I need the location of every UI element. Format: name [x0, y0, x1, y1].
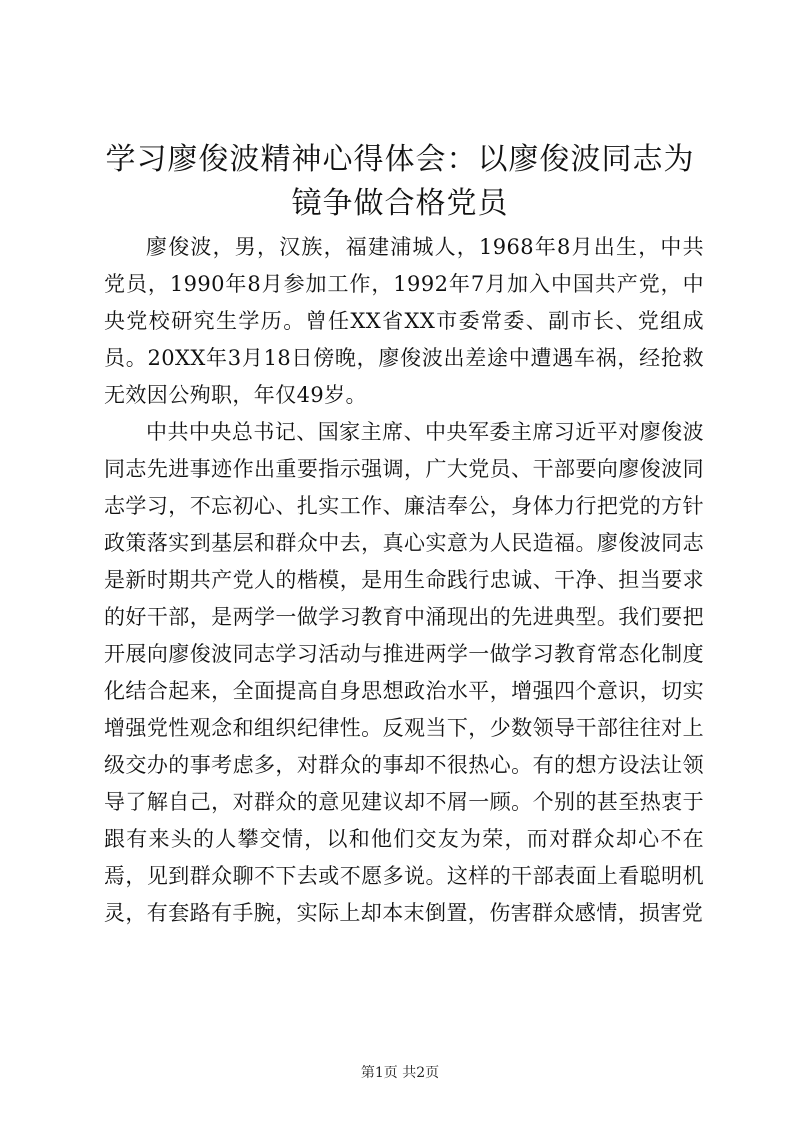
document-body — [104, 229, 704, 932]
page-number-footer: 第1页 共2页 — [360, 1065, 440, 1081]
document-title: 学习廖俊波精神心得体会：以廖俊波同志为镜争做合格党员 — [105, 142, 695, 221]
paragraph-biography: 廖俊波，男，汉族，福建浦城人，1968年8月出生，中共党员，1990年8月参加工作，1992年7月加入中国共产党，中央党校研究生学历。曾任XX省XX市委常委、副市长、党组成员。20XX年3月18日傍晚，廖俊波出差途中遭遇车祸，经抢救无效因公殉职，年仅49岁。 — [104, 235, 704, 407]
paragraph-instructions: 中共中央总书记、国家主席、中央军委主席习近平对廖俊波同志先进事迹作出重要指示强调，广大党员、干部要向廖俊波同志学习，不忘初心、扎实工作、廉洁奉公，身体力行把党的方针政策落实到基层和群众中去，真心实意为人民造福。廖俊波同志是新时期共产党人的楷模，是用生命践行忠诚、干净、担当要求的好干部，是两学一做学习教育中涌现出的先进典型。我们要把开展向廖俊波同志学习活动与推进两学一做学习教育常态化制度化结合起来，全面提高自身思想政治水平，增强四个意识，切实增强党性观念和组织纪律性。反观当下，少数领导干部往往对上级交办的事考虑多，对群众的事却不很热心。有的想方设法让领导了解自己，对群众的意见建议却不屑一顾。个别的甚至热衷于跟有来头的人攀交情，以和他们交友为荣，而对群众却心不在焉，见到群众聊不下去或不愿多说。这样的干部表面上看聪明机灵，有套路有手腕，实际上却本末倒置，伤害群众感情，损害党 — [104, 420, 704, 925]
